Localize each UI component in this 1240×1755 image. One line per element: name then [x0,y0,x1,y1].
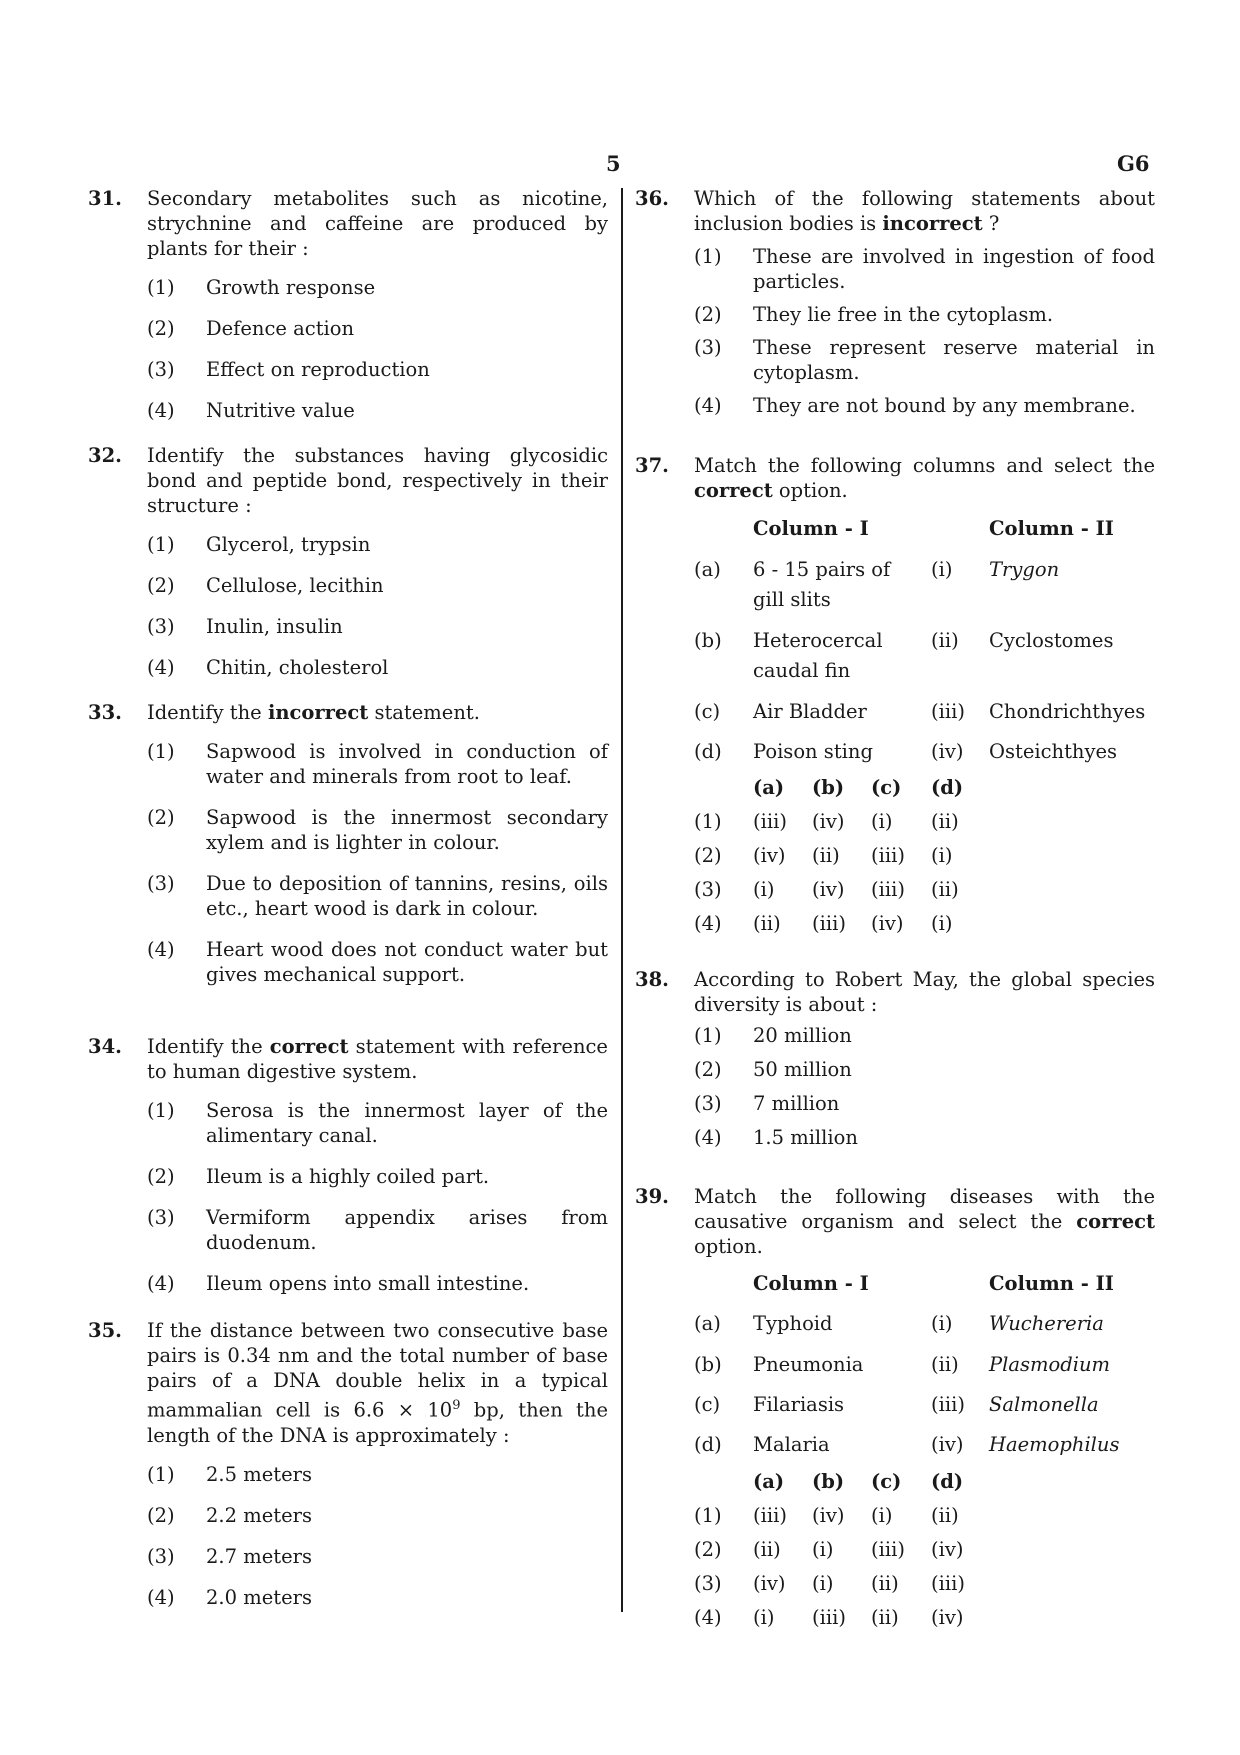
option-text: Ileum opens into small intestine. [206,1272,530,1295]
option-number: (3) [694,1092,722,1115]
answer-value: (ii) [753,1538,781,1561]
option-number: (1) [147,1099,175,1122]
paper-code: G6 [1117,151,1150,176]
row-label: (a) [694,1312,721,1335]
row-roman: (iii) [931,700,965,723]
question-text: If the distance between two consecutive base pairs is 0.34 nm and the total number of base pairs of a DNA double helix in a typical mammalian cell is $6.6 \times 10^9$ bp, then the length of the DNA is approximately : [147,1319,608,1447]
answer-option-number[interactable]: (1) [694,1504,722,1527]
match-table [635,503,1155,935]
option[interactable] [694,244,1155,294]
question-number: 35. [88,1319,122,1342]
question-number: 36. [635,187,669,210]
row-roman: (ii) [931,1353,959,1376]
question-37 [635,453,1155,935]
column-1-item: Typhoid [753,1312,833,1335]
row-label: (c) [694,700,721,723]
row-label: (d) [694,1433,722,1456]
question-38 [635,967,1155,1150]
option-text: They lie free in the cytoplasm. [753,303,1054,326]
answer-value: (ii) [812,844,840,867]
question-36 [635,186,1155,418]
option[interactable] [694,302,1155,327]
answer-value: (i) [753,878,775,901]
option-text: Vermiform appendix arises from duodenum. [206,1206,608,1254]
question-number: 39. [635,1185,669,1208]
question-text: Identify the incorrect statement. [147,701,480,724]
row-label: (b) [694,629,722,652]
option-number: (2) [694,303,722,326]
column-2-item: Osteichthyes [989,740,1118,763]
option[interactable] [147,275,608,300]
column-2-item: Wuchereria [989,1312,1104,1335]
option[interactable] [147,573,608,598]
question-34 [88,1034,608,1296]
question-number: 33. [88,701,122,724]
option[interactable] [694,1057,1155,1082]
answer-option-number[interactable]: (3) [694,878,722,901]
option-text: Heart wood does not conduct water but gives mechanical support. [206,938,608,986]
option-number: (3) [147,358,175,381]
option-number: (1) [147,740,175,763]
option[interactable] [147,1271,608,1296]
option-text: These represent reserve material in cytoplasm. [753,336,1155,384]
option-text: Ileum is a highly coiled part. [206,1165,490,1188]
answer-value: (iii) [753,1504,787,1527]
option[interactable] [147,1164,608,1189]
answer-value: (iii) [871,844,905,867]
option-text: Growth response [206,276,376,299]
row-roman: (iv) [931,740,964,763]
answer-value: (iii) [812,912,846,935]
row-roman: (iii) [931,1393,965,1416]
option-text: 50 million [753,1058,852,1081]
answer-header: (b) [812,1470,845,1493]
answer-value: (i) [871,810,893,833]
option-text: 2.2 meters [206,1503,312,1527]
answer-value: (iv) [931,1538,964,1561]
column-2-header: Column - II [989,517,1114,540]
answer-value: (i) [812,1572,834,1595]
option-text: These are involved in ingestion of food particles. [753,245,1155,293]
row-roman: (ii) [931,629,959,652]
answer-value: (i) [931,844,953,867]
answer-value: (iii) [871,878,905,901]
option[interactable] [694,335,1155,385]
question-number: 31. [88,187,122,210]
option-number: (3) [694,336,722,359]
answer-value: (iv) [753,1572,786,1595]
answer-value: (iv) [753,844,786,867]
question-text: Identify the correct statement with reference to human digestive system. [147,1035,608,1083]
answer-value: (iii) [753,810,787,833]
answer-value: (iv) [871,912,904,935]
column-2-item: Haemophilus [989,1433,1120,1456]
option-number: (1) [694,245,722,268]
answer-value: (ii) [871,1606,899,1629]
column-1-item: Malaria [753,1433,830,1456]
column-1-item: Heterocercal [753,629,883,652]
option-text: Effect on reproduction [206,358,430,381]
answer-header: (b) [812,776,845,799]
answer-value: (iv) [812,1504,845,1527]
answer-value: (i) [812,1538,834,1561]
option-number: (3) [147,1206,175,1229]
answer-value: (ii) [931,1504,959,1527]
option[interactable] [147,1544,608,1569]
option[interactable] [147,1205,608,1255]
answer-header: (d) [931,776,964,799]
option-number: (2) [694,1058,722,1081]
option-number: (4) [694,394,722,417]
option-number: (4) [694,1126,722,1149]
question-text: Match the following diseases with the causative organism and select the correct option. [694,1185,1155,1258]
answer-value: (ii) [931,810,959,833]
question-text: Identify the substances having glycosidic bond and peptide bond, respectively in their structure : [147,444,608,517]
question-35 [88,1318,608,1610]
option[interactable] [147,357,608,382]
question-number: 37. [635,454,669,477]
option[interactable] [147,1098,608,1148]
column-1-item-cont: caudal fin [753,659,851,682]
option-text: 1.5 million [753,1126,858,1149]
answer-header: (a) [753,1470,785,1493]
option-text: 2.7 meters [206,1544,312,1568]
answer-value: (i) [753,1606,775,1629]
column-1-item: Poison sting [753,740,873,763]
question-31 [88,186,608,423]
option-text: They are not bound by any membrane. [753,394,1136,417]
option[interactable] [694,1023,1155,1048]
option[interactable] [147,805,608,855]
column-1-item: Pneumonia [753,1353,864,1376]
option-number: (4) [147,938,175,961]
option-text: 2.0 meters [206,1585,312,1609]
option-text: Due to deposition of tannins, resins, oils etc., heart wood is dark in colour. [206,872,608,920]
option-text: Cellulose, lecithin [206,574,384,597]
column-1-header: Column - I [753,517,869,540]
option[interactable] [147,316,608,341]
answer-value: (ii) [753,912,781,935]
answer-header: (d) [931,1470,964,1493]
option[interactable] [147,871,608,921]
question-number: 38. [635,968,669,991]
question-number: 34. [88,1035,122,1058]
option-number: (2) [147,574,175,597]
option-text: Nutritive value [206,399,355,422]
option-number: (1) [694,1024,722,1047]
option-number: (3) [147,615,175,638]
option-text: Serosa is the innermost layer of the alimentary canal. [206,1099,608,1147]
option-number: (3) [147,1544,175,1568]
answer-option-number[interactable]: (3) [694,1572,722,1595]
option[interactable] [147,739,608,789]
option-number: (2) [147,1503,175,1527]
column-1-item: 6 - 15 pairs of [753,558,891,581]
option-number: (1) [147,1462,175,1486]
option[interactable] [694,1091,1155,1116]
answer-option-number[interactable]: (2) [694,1538,722,1561]
option-text: 20 million [753,1024,852,1047]
column-divider [621,188,623,1612]
option[interactable] [694,393,1155,418]
option[interactable] [147,655,608,680]
option[interactable] [147,937,608,987]
answer-value: (iii) [871,1538,905,1561]
column-1-item: Air Bladder [753,700,867,723]
answer-option-number[interactable]: (4) [694,912,722,935]
option-number: (4) [147,399,175,422]
option-number: (2) [147,1165,175,1188]
question-32 [88,443,608,680]
row-roman: (iv) [931,1433,964,1456]
row-roman: (i) [931,1312,953,1335]
answer-value: (i) [931,912,953,935]
answer-option-number[interactable]: (1) [694,810,722,833]
option-text: Defence action [206,317,355,340]
option-text: Glycerol, trypsin [206,533,371,556]
row-label: (b) [694,1353,722,1376]
question-number: 32. [88,444,122,467]
option-number: (3) [147,872,175,895]
option-number: (4) [147,1272,175,1295]
option[interactable] [147,614,608,639]
option-number: (2) [147,317,175,340]
option[interactable] [147,1585,608,1610]
answer-option-number[interactable]: (2) [694,844,722,867]
question-text: According to Robert May, the global species diversity is about : [694,968,1155,1016]
option[interactable] [147,1462,608,1487]
answer-option-number[interactable]: (4) [694,1606,722,1629]
answer-value: (iii) [931,1572,965,1595]
row-label: (d) [694,740,722,763]
question-39 [635,1184,1155,1639]
column-1-item: Filariasis [753,1393,845,1416]
answer-value: (i) [871,1504,893,1527]
option[interactable] [694,1125,1155,1150]
row-label: (c) [694,1393,721,1416]
match-table [635,1259,1155,1639]
option-number: (4) [147,1585,175,1609]
option-text: Sapwood is involved in conduction of water and minerals from root to leaf. [206,740,608,788]
answer-value: (ii) [931,878,959,901]
row-roman: (i) [931,558,953,581]
column-2-item: Trygon [989,558,1060,581]
answer-value: (iv) [931,1606,964,1629]
column-1-item-cont: gill slits [753,588,831,611]
option-number: (1) [147,276,175,299]
column-2-item: Cyclostomes [989,629,1114,652]
answer-value: (iii) [812,1606,846,1629]
answer-value: (ii) [871,1572,899,1595]
option-text: 2.5 meters [206,1462,312,1486]
answer-header: (a) [753,776,785,799]
question-33 [88,700,608,987]
question-text: Secondary metabolites such as nicotine, strychnine and caffeine are produced by plants for their : [147,187,608,260]
column-2-header: Column - II [989,1272,1114,1295]
row-label: (a) [694,558,721,581]
option-number: (2) [147,806,175,829]
option[interactable] [147,532,608,557]
option-text: Inulin, insulin [206,615,343,638]
column-2-item: Salmonella [989,1393,1099,1416]
question-text: Match the following columns and select the correct option. [694,454,1155,502]
answer-value: (iv) [812,878,845,901]
option-text: Chitin, cholesterol [206,656,389,679]
column-2-item: Plasmodium [989,1353,1110,1376]
page-number: 5 [606,151,621,176]
option-number: (4) [147,656,175,679]
option-number: (1) [147,533,175,556]
option[interactable] [147,398,608,423]
answer-header: (c) [871,1470,902,1493]
question-text: Which of the following statements about inclusion bodies is incorrect ? [694,187,1155,235]
option-text: Sapwood is the innermost secondary xylem and is lighter in colour. [206,806,608,854]
option-text: 7 million [753,1092,840,1115]
option[interactable] [147,1503,608,1528]
answer-value: (iv) [812,810,845,833]
answer-header: (c) [871,776,902,799]
column-1-header: Column - I [753,1272,869,1295]
column-2-item: Chondrichthyes [989,700,1146,723]
